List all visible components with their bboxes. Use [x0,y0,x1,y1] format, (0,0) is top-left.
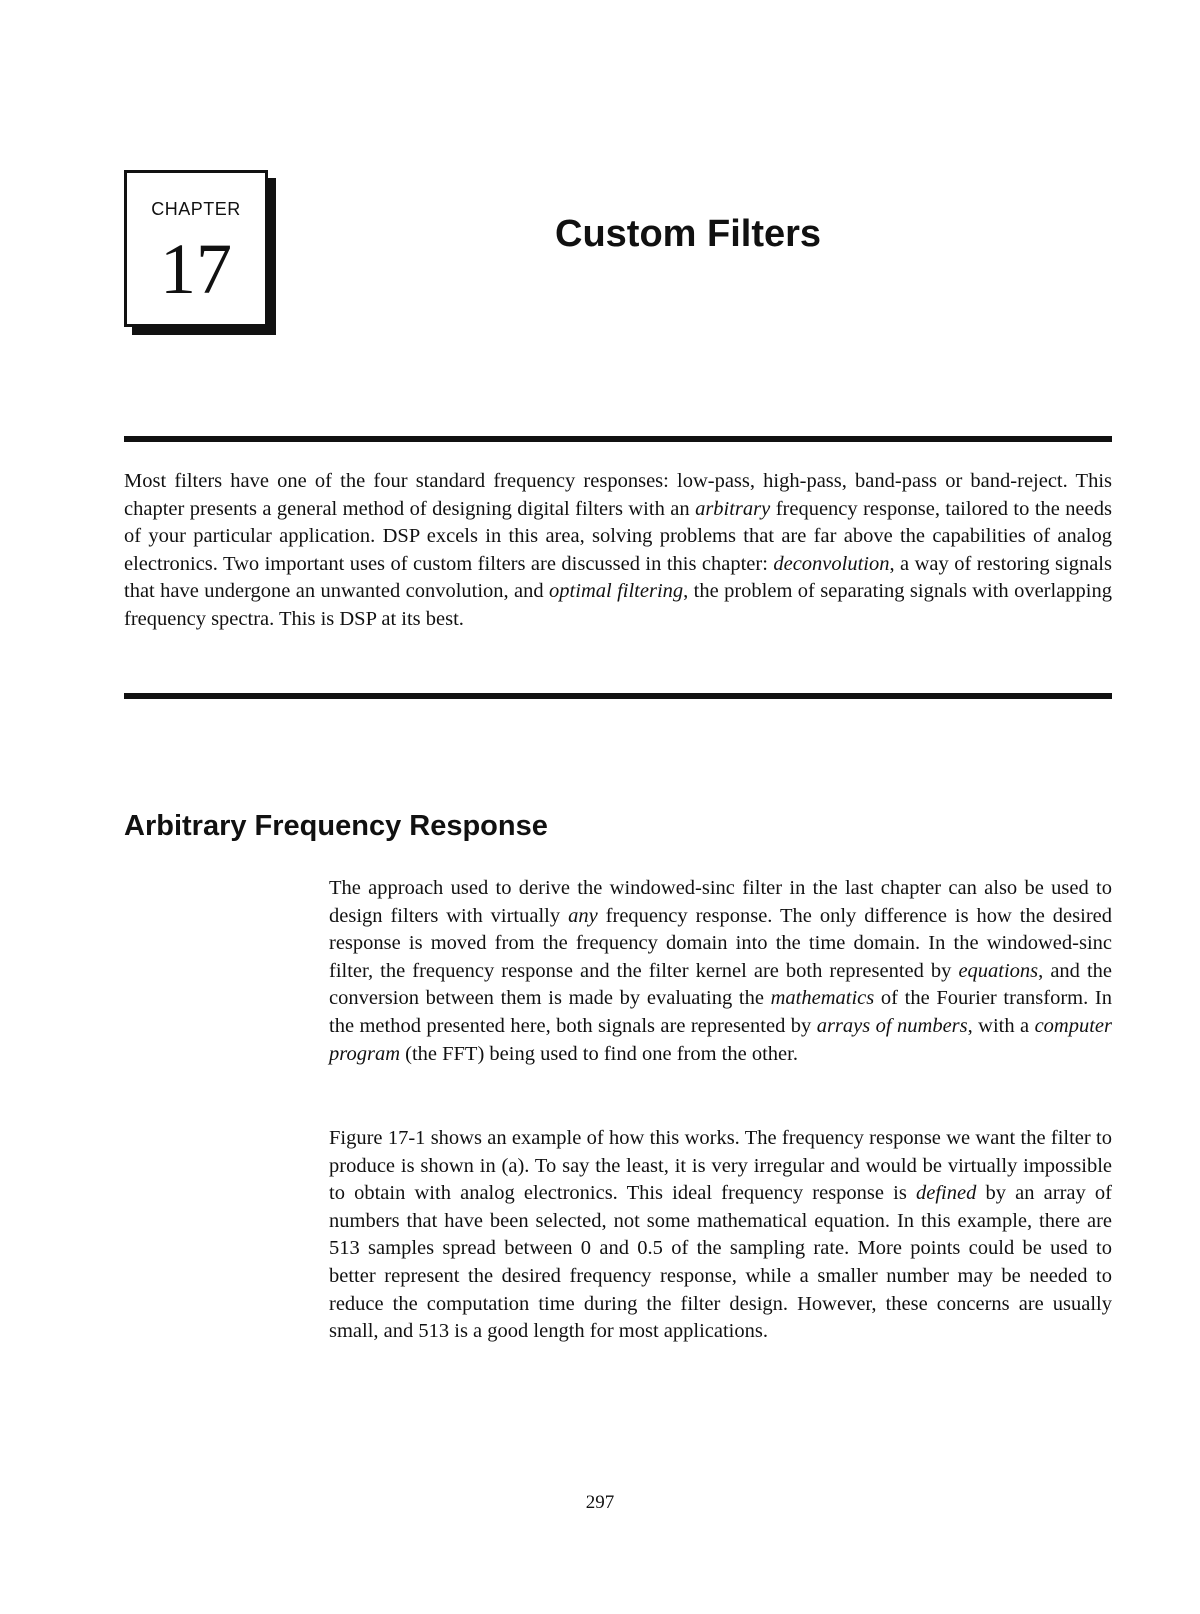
p1-emphasis-arrays-of-numbers: arrays of numbers [816,1014,968,1037]
p2-emphasis-defined: defined [916,1182,977,1205]
abstract-emphasis-arbitrary: arbitrary [695,497,771,520]
p1-emphasis-mathematics: mathematics [770,987,875,1010]
p1-text-3: , and the conversion between them is made by evaluating the [329,959,1112,1010]
abstract-text-1: Most filters have one of the four standard frequency responses: low-pass, high-pass, band-pass or band-reject. This chapter presents a general method of designing digital filters with an [124,470,1112,520]
body-paragraph-2 [329,1125,1112,1346]
p2-text-2: by an array of numbers that have been selected, not some mathematical equation. In this example, there are 513 samples spread between 0 and 0.5 of the sampling rate. More points could be used to better represent the desired frequency response, while a smaller number may be needed to reduce the computation time during the filter design. However, these concerns are usually small, and 513 is a good length for most applications. [329,1182,1112,1343]
top-rule [124,436,1112,442]
chapter-label: CHAPTER [151,199,241,219]
p1-emphasis-computer-program: computer program [329,1014,1113,1065]
chapter-title: Custom Filters [555,213,822,255]
chapter-number: 17 [160,229,232,309]
abstract-emphasis-deconvolution: deconvolution [773,552,890,575]
p1-text-4: of the Fourier transform. In the method presented here, both signals are represented by [329,987,1112,1037]
p1-text-6: (the FFT) being used to find one from the other. [400,1042,798,1065]
abstract-text-4: , the problem of separating signals with overlapping frequency spectra. This is DSP at its best. [124,580,1112,630]
chapter-abstract [124,468,1112,633]
p2-text-1: Figure 17-1 shows an example of how this works. The frequency response we want the filter to produce is shown in (a). To say the least, it is very irregular and would be virtually impossible to obtain with analog electronics. This ideal frequency response is [329,1127,1112,1205]
abstract-emphasis-optimal-filtering: optimal filtering [549,580,684,602]
p1-text-2: frequency response. The only difference is how the desired response is moved from the frequency domain into the time domain. In the windowed-sinc filter, the frequency response and the filter kernel are both represented by [329,904,1113,982]
p1-emphasis-equations: equations [958,959,1039,982]
body-paragraph-1 [329,875,1112,1068]
p1-text-5: , with a [967,1014,1035,1037]
section-heading: Arbitrary Frequency Response [124,810,548,842]
chapter-box [124,170,268,327]
abstract-text-3: , a way of restoring signals that have undergone an unwanted convolution, and [124,552,1112,602]
p1-text-1: The approach used to derive the windowed-sinc filter in the last chapter can also be used to design filters with virtually [329,877,1112,927]
bottom-rule [124,693,1112,699]
abstract-text-2: frequency response, tailored to the needs of your particular application. DSP excels in this area, solving problems that are far above the capabilities of analog electronics. Two important uses of custom filters are discussed in this chapter: [124,497,1112,575]
p1-emphasis-any: any [568,904,598,927]
page-number: 297 [585,1492,615,1513]
